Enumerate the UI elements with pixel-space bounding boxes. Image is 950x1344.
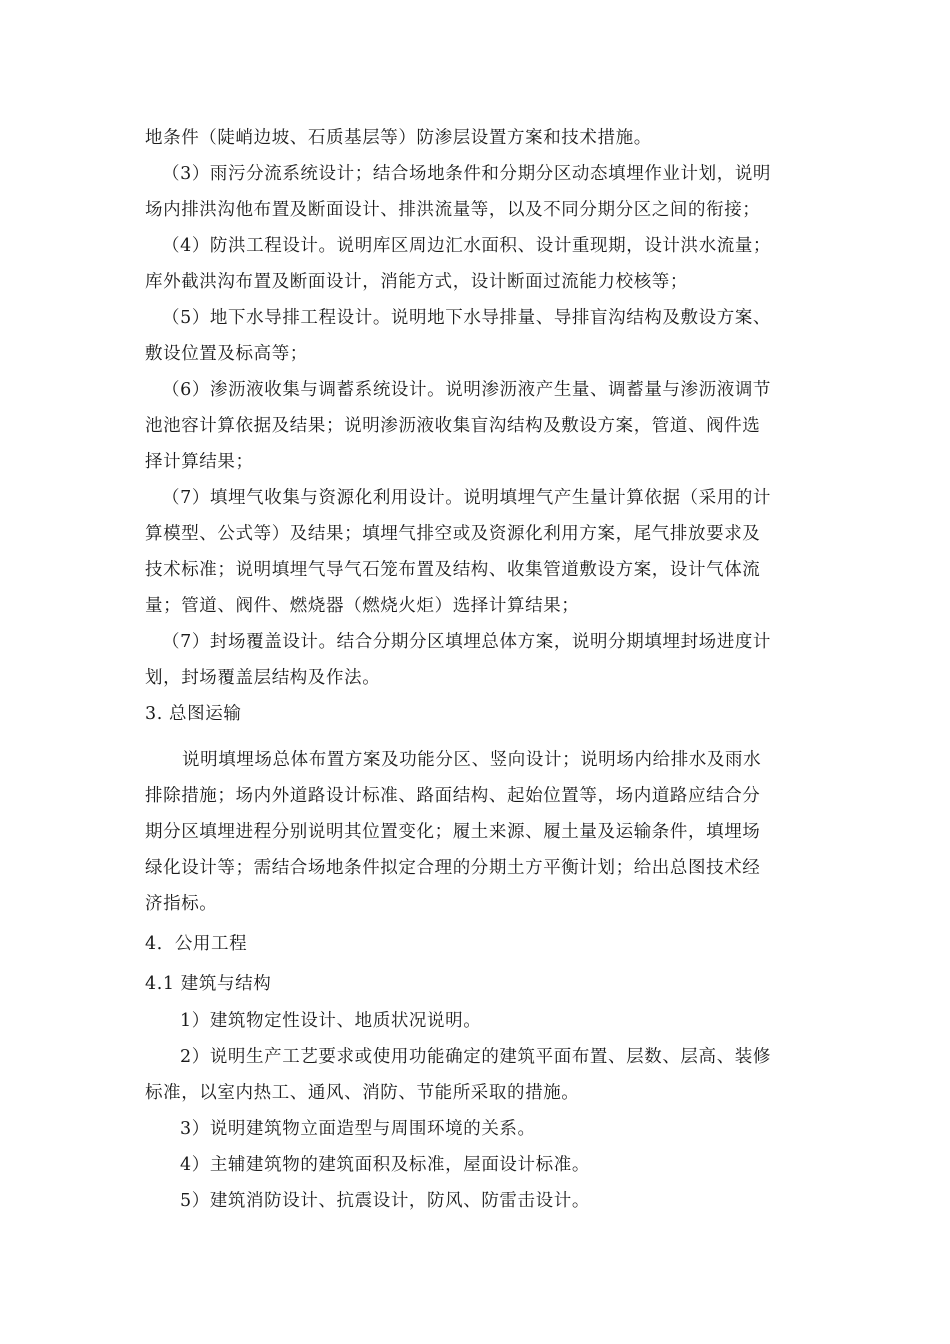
- list-item-5: 5）建筑消防设计、抗震设计，防风、防雷击设计。: [180, 1191, 590, 1211]
- list-item-3: 3）说明建筑物立面造型与周围环境的关系。: [180, 1119, 536, 1139]
- text-line: 标准，以室内热工、通风、消防、节能所采取的措施。: [145, 1083, 580, 1103]
- text-line-item-5-groundwater: （5）地下水导排工程设计。说明地下水导排量、导排盲沟结构及敷设方案、: [162, 308, 772, 328]
- list-item-1: 1）建筑物定性设计、地质状况说明。: [180, 1011, 482, 1031]
- text-line-item-7-closure-cover: （7）封场覆盖设计。结合分期分区填埋总体方案，说明分期填埋封场进度计: [162, 632, 772, 652]
- text-line: 划，封场覆盖层结构及作法。: [145, 668, 381, 688]
- text-line: 择计算结果；: [145, 452, 254, 472]
- text-line-item-6-leachate: （6）渗沥液收集与调蓄系统设计。说明渗沥液产生量、调蓄量与渗沥液调节: [162, 380, 772, 400]
- text-line-paragraph-start: 说明填埋场总体布置方案及功能分区、竖向设计；说明场内给排水及雨水: [182, 750, 762, 770]
- text-line-continuation: 地条件（陡峭边坡、石质基层等）防渗层设置方案和技术措施。: [145, 128, 652, 148]
- text-line-item-7-landfill-gas: （7）填埋气收集与资源化利用设计。说明填埋气产生量计算依据（采用的计: [162, 488, 772, 508]
- text-line: 技术标准；说明填埋气导气石笼布置及结构、收集管道敷设方案，设计气体流: [145, 560, 761, 580]
- text-line: 量；管道、阀件、燃烧器（燃烧火炬）选择计算结果；: [145, 596, 580, 616]
- text-line: 库外截洪沟布置及断面设计，消能方式，设计断面过流能力校核等；: [145, 272, 688, 292]
- text-line: 场内排洪沟他布置及断面设计、排洪流量等，以及不同分期分区之间的衔接；: [145, 200, 761, 220]
- text-line: 济指标。: [145, 894, 218, 914]
- text-line: 排除措施；场内外道路设计标准、路面结构、起始位置等，场内道路应结合分: [145, 786, 761, 806]
- subsection-heading-4-1-architecture: 4.1 建筑与结构: [145, 974, 272, 994]
- section-heading-4-utilities: 4．公用工程: [145, 934, 248, 954]
- text-line: 算模型、公式等）及结果；填埋气排空或及资源化利用方案，尾气排放要求及: [145, 524, 761, 544]
- text-line: 期分区填埋进程分别说明其位置变化；履土来源、履土量及运输条件，填埋场: [145, 822, 761, 842]
- text-line: 敷设位置及标高等；: [145, 344, 308, 364]
- text-line-item-3-stormwater: （3）雨污分流系统设计；结合场地条件和分期分区动态填埋作业计划，说明: [162, 164, 772, 184]
- list-item-4: 4）主辅建筑物的建筑面积及标准，屋面设计标准。: [180, 1155, 590, 1175]
- text-line-item-4-flood-control: （4）防洪工程设计。说明库区周边汇水面积、设计重现期，设计洪水流量；: [162, 236, 772, 256]
- text-line: 绿化设计等；需结合场地条件拟定合理的分期土方平衡计划；给出总图技术经: [145, 858, 761, 878]
- list-item-2: 2）说明生产工艺要求或使用功能确定的建筑平面布置、层数、层高、装修: [180, 1047, 771, 1067]
- section-heading-3-general-layout: 3. 总图运输: [145, 704, 242, 724]
- text-line: 池池容计算依据及结果；说明渗沥液收集盲沟结构及敷设方案，管道、阀件选: [145, 416, 761, 436]
